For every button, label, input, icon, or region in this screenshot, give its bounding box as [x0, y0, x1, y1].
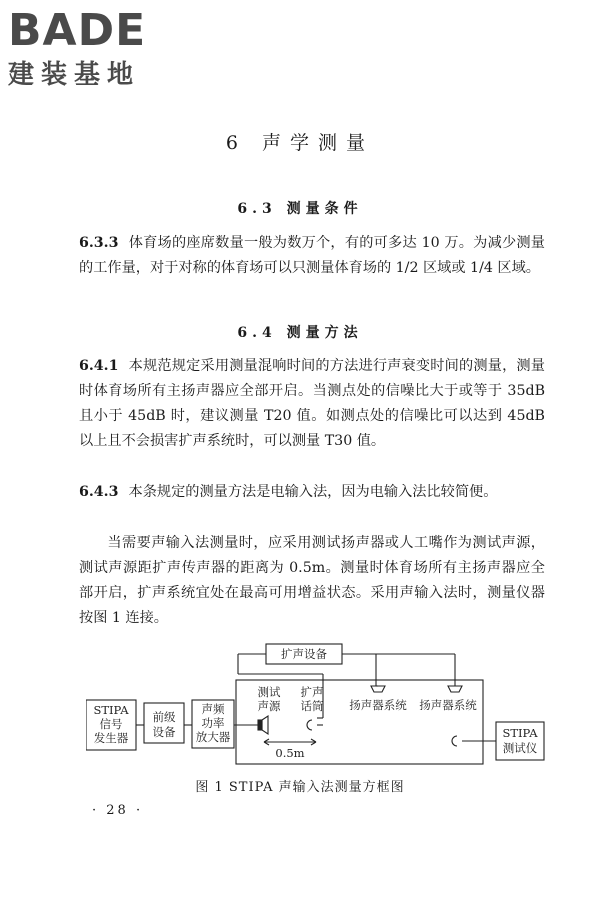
test-source-label-1: 测试 — [257, 685, 281, 699]
microphone-icon — [307, 718, 323, 730]
chapter-title: 6 声学测量 — [225, 132, 375, 154]
pa-equipment-label: 扩声设备 — [281, 647, 327, 661]
figure-caption: 图 1 STIPA 声输入法测量方框图 — [195, 780, 405, 795]
distance-label: 0.5m — [275, 746, 305, 760]
amplifier-label-2: 功率 — [201, 716, 225, 730]
pa-mic-label-1: 扩声 — [300, 685, 324, 699]
amplifier-label-1: 声频 — [201, 702, 225, 716]
section-title-6-4: 6.4 测量方法 — [237, 325, 363, 341]
speaker-icon-2 — [448, 686, 462, 692]
logo-brand: BADE — [8, 5, 147, 56]
speaker-icon-1 — [371, 686, 385, 692]
preamp-label-2: 设备 — [152, 725, 176, 739]
section-title-6-3: 6.3 测量条件 — [237, 201, 363, 217]
clause-number: 6.3.3 — [79, 235, 119, 251]
stipa-generator-label-3: 发生器 — [93, 731, 129, 745]
page-number: · 28 · — [92, 803, 144, 818]
amplifier-label-3: 放大器 — [195, 730, 231, 744]
test-source-label-2: 声源 — [257, 699, 281, 713]
pa-mic-label-2: 话筒 — [300, 699, 324, 713]
paragraph-6-4-3 — [79, 480, 545, 505]
clause-text: 本条规定的测量方法是电输入法，因为电输入法比较简便。 — [128, 484, 498, 500]
paragraph-6-3-3 — [79, 231, 545, 281]
measurement-mic-icon — [452, 736, 496, 746]
test-speaker-icon — [258, 716, 268, 734]
clause-text: 本规范规定采用测量混响时间的方法进行声衰变时间的测量，测量时体育场所有主扬声器应全部开启。当测点处的信噪比大于或等于 35dB 且小于 45dB 时，建议测量 T20 值。如测点处的信噪比可以达到 45dB 以上且不会损害扩声系统时，可以测量 T30 值。 — [79, 358, 545, 449]
speaker-system-label-1: 扬声器系统 — [349, 698, 407, 712]
clause-number: 6.4.1 — [79, 358, 119, 374]
stipa-generator-label-1: STIPA — [93, 703, 129, 717]
speaker-system-label-2: 扬声器系统 — [419, 698, 477, 712]
preamp-label-1: 前级 — [152, 710, 176, 724]
paragraph-6-4-3-continued: 当需要声输入法测量时，应采用测试扬声器或人工嘴作为测试声源，测试声源距扩声传声器的距离为 0.5m。测量时体育场所有主扬声器应全部开启，扩声系统宜处在最高可用增益状态。采用声输入法时，测量仪器按图 1 连接。 — [79, 535, 545, 626]
clause-number: 6.4.3 — [79, 484, 119, 500]
paragraph-6-4-1 — [79, 354, 545, 454]
stipa-meter-label-2: 测试仪 — [502, 741, 538, 755]
logo-subtitle: 建装基地 — [8, 60, 141, 90]
logo — [8, 6, 178, 92]
stipa-generator-label-2: 信号 — [99, 717, 123, 731]
stipa-meter-label-1: STIPA — [502, 726, 538, 740]
block-diagram — [86, 638, 546, 768]
clause-text: 体育场的座席数量一般为数万个，有的可多达 10 万。为减少测量的工作量，对于对称的体育场可以只测量体育场的 1/2 区域或 1/4 区域。 — [79, 235, 545, 276]
